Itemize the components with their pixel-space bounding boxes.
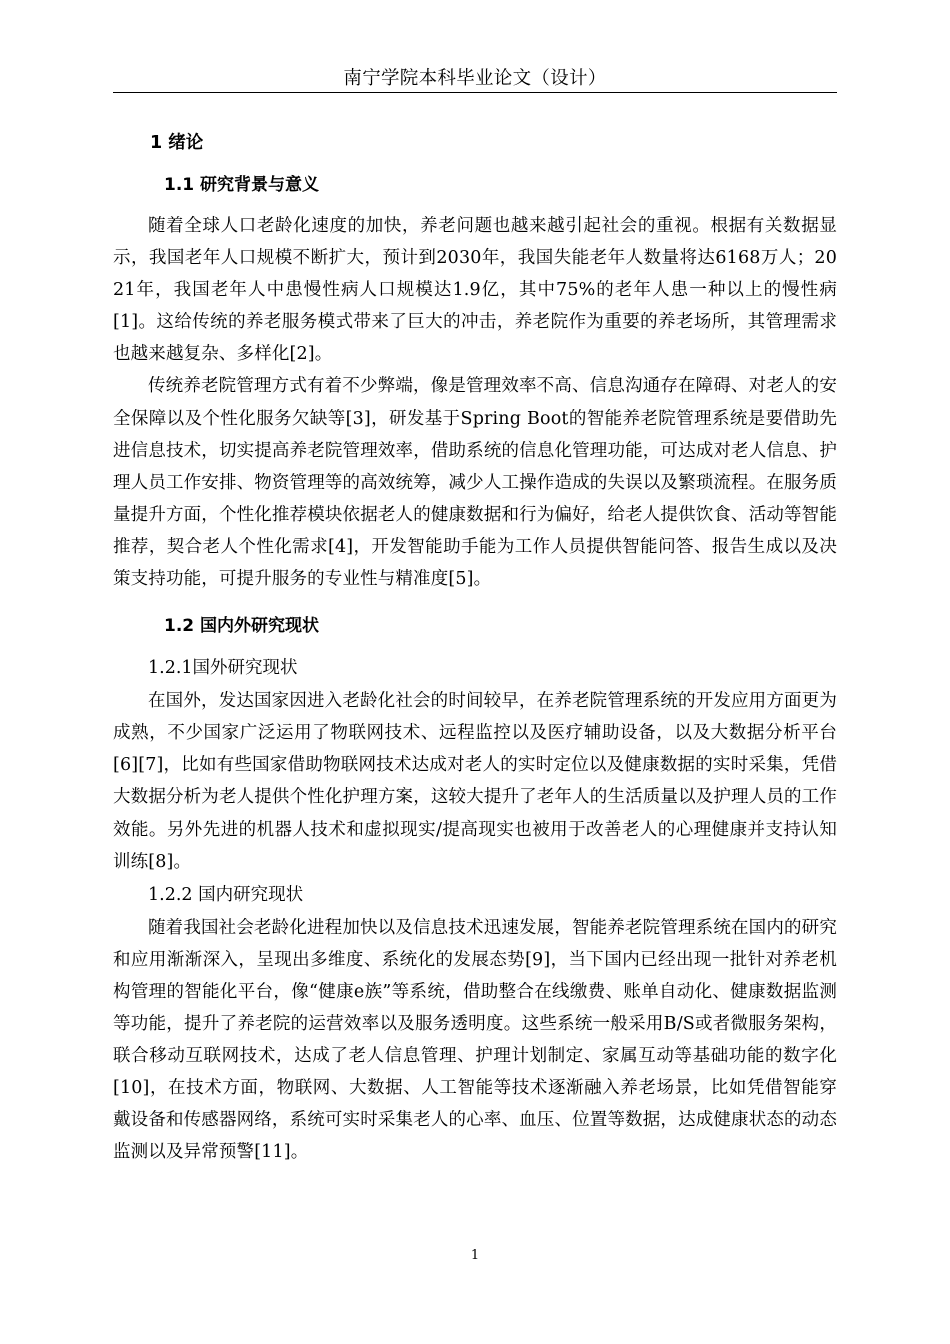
- paragraph: 随着我国社会老龄化进程加快以及信息技术迅速发展，智能养老院管理系统在国内的研究和应用渐渐深入，呈现出多维度、系统化的发展态势[9]，当下国内已经出现一批针对养老机构管理的智能化平台，像“健康e族”等系统，借助整合在线缴费、账单自动化、健康数据监测等功能，提升了养老院的运营效率以及服务透明度。这些系统一般采用B/S或者微服务架构，联合移动互联网技术，达成了老人信息管理、护理计划制定、家属互动等基础功能的数字化[10]，在技术方面，物联网、大数据、人工智能等技术逐渐融入养老场景，比如凭借智能穿戴设备和传感器网络，系统可实时采集老人的心率、血压、位置等数据，达成健康状态的动态监测以及异常预警[11]。: [113, 917, 837, 1163]
- subsection-heading-1-2-2: 1.2.2 国内研究现状: [148, 884, 304, 905]
- document-body: [113, 126, 837, 1168]
- subsection-heading-1-2-1: 1.2.1国外研究现状: [148, 658, 298, 679]
- paragraph: 传统养老院管理方式有着不少弊端，像是管理效率不高、信息沟通存在障碍、对老人的安全保障以及个性化服务欠缺等[3]，研发基于Spring Boot的智能养老院管理系统是要借助先进信息技术，切实提高养老院管理效率，借助系统的信息化管理功能，可达成对老人信息、护理人员工作安排、物资管理等的高效统筹，减少人工操作造成的失误以及繁琐流程。在服务质量提升方面，个性化推荐模块依据老人的健康数据和行为偏好，给老人提供饮食、活动等智能推荐，契合老人个性化需求[4]，开发智能助手能为工作人员提供智能问答、报告生成以及决策支持功能，可提升服务的专业性与精准度[5]。: [113, 376, 837, 590]
- header-rule: [113, 92, 837, 93]
- chapter-heading: 1 绪论: [150, 133, 204, 153]
- section-heading-1-2: 1.2 国内外研究现状: [164, 616, 320, 637]
- paragraph: 随着全球人口老龄化速度的加快，养老问题也越来越引起社会的重视。根据有关数据显示，我国老年人口规模不断扩大，预计到2030年，我国失能老年人数量将达6168万人；2021年，我国老年人中患慢性病人口规模达1.9亿，其中75%的老年人患一种以上的慢性病[1]。这给传统的养老服务模式带来了巨大的冲击，养老院作为重要的养老场所，其管理需求也越来越复杂、多样化[2]。: [113, 216, 837, 365]
- page-number: 1: [470, 1248, 480, 1263]
- running-header: 南宁学院本科毕业论文（设计）: [343, 68, 607, 89]
- paragraph: 在国外，发达国家因进入老龄化社会的时间较早，在养老院管理系统的开发应用方面更为成熟，不少国家广泛运用了物联网技术、远程监控以及医疗辅助设备，以及大数据分析平台[6][7]，比如有些国家借助物联网技术达成对老人的实时定位以及健康数据的实时采集，凭借大数据分析为老人提供个性化护理方案，这较大提升了老年人的生活质量以及护理人员的工作效能。另外先进的机器人技术和虚拟现实/提高现实也被用于改善老人的心理健康并支持认知训练[8]。: [113, 691, 837, 872]
- section-heading-1-1: 1.1 研究背景与意义: [164, 175, 320, 195]
